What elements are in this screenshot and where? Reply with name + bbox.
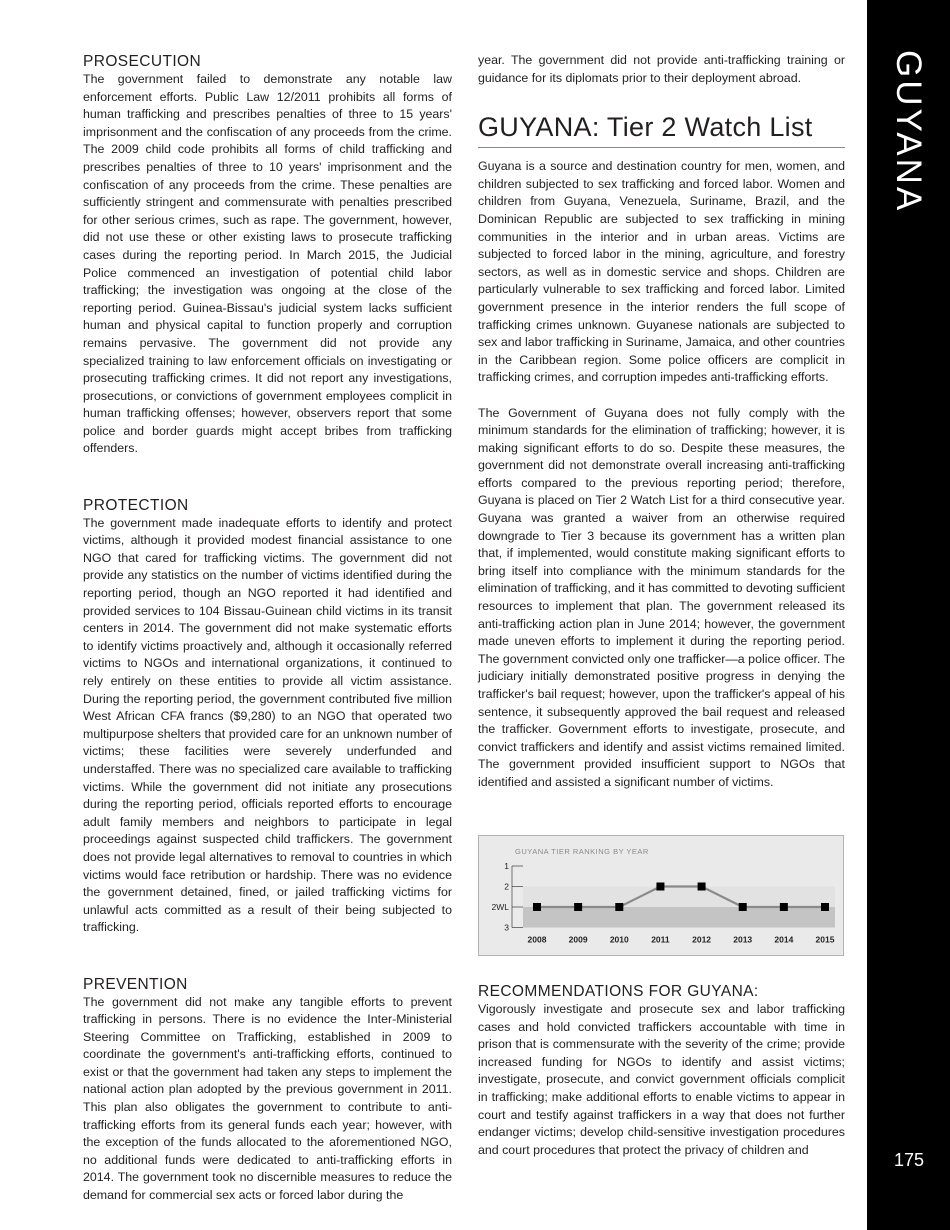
tier-point-2009 <box>574 903 582 911</box>
recommendations-text: Vigorously investigate and prosecute sex and labor trafficking cases and hold convicted traffickers accountable with time in prison that is commensurate with the severity of the crime; provide increased funding for NGOs to identify and assist victims; investigate, prosecute, and convict government officials complicit in trafficking; make additional efforts to enable victims to appear in court and testify against traffickers in a way that does not further endanger victims; develop child-sensitive investigation procedures and court procedures that protect the privacy of children and <box>478 1002 845 1157</box>
country-overview-paragraph: Guyana is a source and destination country for men, women, and children subjected to sex trafficking and forced labor. Women and children from Guyana, Venezuela, Suriname, Brazil, and the Dominican Republic are subjected to sex trafficking in mining communities in the interior and in urban areas. Victims are subjected to forced labor in the mining, agriculture, and forestry sectors, as well as in domestic service and shops. Children are particularly vulnerable to sex trafficking and forced labor. Limited government presence in the interior renders the full scope of trafficking crimes unknown. Guyanese nationals are subjected to sex and labor trafficking in Suriname, Jamaica, and other countries in the Caribbean region. Some police officers are complicit in trafficking crimes, and corruption impedes anti-trafficking efforts. <box>478 159 845 385</box>
prosecution-heading: PROSECUTION <box>83 53 202 70</box>
tier-ranking-chart <box>478 835 844 956</box>
x-tick-label: 2010 <box>609 934 629 945</box>
tier-point-2015 <box>821 903 829 911</box>
y-tick-label: 2 <box>504 881 509 892</box>
band-tier-2 <box>523 887 835 908</box>
country-assessment-paragraph: The Government of Guyana does not fully comply with the minimum standards for the elimination of trafficking; however, it is making significant efforts to do so. Despite these measures, the government did not demonstrate overall increasing anti-trafficking efforts compared to the previous reporting period; therefore, Guyana is placed on Tier 2 Watch List for a third consecutive year. Guyana was granted a waiver from an otherwise required downgrade to Tier 3 because its government has a written plan that, if implemented, would constitute making significant efforts to bring itself into compliance with the minimum standards for the elimination of trafficking, and it has committed to devoting sufficient resources to implement that plan. The government released its anti-trafficking action plan in June 2014; however, the government made uneven efforts to implement it during the reporting period. The government convicted only one trafficker—a police officer. The judiciary initially demonstrated positive progress in denying the trafficker's bail request; however, upon the trafficker's appeal of his sentence, it subsequently approved the bail request and released the trafficker. Government efforts to investigate, prosecute, and convict traffickers and identify and assist victims remained limited. The government provided insufficient support to NGOs that identified and assisted a significant number of victims. <box>478 405 845 789</box>
recommendations-heading: RECOMMENDATIONS FOR GUYANA: <box>478 983 759 1000</box>
sidebar-country-name: GUYANA <box>889 50 928 214</box>
protection-text: The government made inadequate efforts to identify and protect victims, although it provided modest financial assistance to one NGO that cared for trafficking victims. The government did not provide any statistics on the number of victims identified during the reporting period, though an NGO reported it had identified and provided services to 104 Bissau-Guinean child victims in its transit centers in 2014. The government did not make systematic efforts to identify victims proactively and, although it occasionally referred victims to NGOs and international organizations, it continued to rely entirely on these entities to provide all victim assistance. During the reporting period, the government contributed five million West African CFA francs ($9,280) to an NGO that operated two multipurpose shelters that provided care for an unknown number of victims; these facilities were severely underfunded and understaffed. There was no specialized care available to trafficking victims. While the government did not initiate any prosecutions during the reporting period, officials reported efforts to encourage adult family members and neighbors to participate in legal proceedings against suspected child traffickers. The government does not provide legal alternatives to removal to countries in which victims would face retribution or hardship. There was no evidence the government detained, fined, or jailed trafficking victims for unlawful acts committed as a result of their being subjected to trafficking. <box>83 515 452 935</box>
tier-point-2008 <box>533 903 541 911</box>
y-tick-label: 3 <box>504 922 509 933</box>
recommendations-section <box>478 982 845 1177</box>
prevention-heading: PREVENTION <box>83 975 188 993</box>
x-tick-label: 2009 <box>568 934 588 945</box>
tier-point-2011 <box>656 883 664 891</box>
continuation-text: year. The government did not provide anti-trafficking training or guidance for its diplomats prior to their deployment abroad. <box>478 53 845 85</box>
tier-point-2013 <box>739 903 747 911</box>
chart-title: GUYANA TIER RANKING BY YEAR <box>515 847 649 856</box>
left-column <box>83 52 452 1222</box>
x-tick-label: 2014 <box>774 934 794 945</box>
page-number: 175 <box>893 1150 925 1170</box>
prosecution-text: The government failed to demonstrate any notable law enforcement efforts. Public Law 12/2011 prohibits all forms of human trafficking and prescribes penalties of three to 15 years' imprisonment and the confiscation of any proceeds from the crime. The 2009 child code prohibits all forms of child trafficking and prescribes penalties of three to 10 years' imprisonment and the confiscation of any proceeds from the crime. These penalties are sufficiently stringent and commensurate with penalties prescribed for other serious crimes, such as rape. The government, however, did not use these or other existing laws to prosecute trafficking cases during the reporting period. In March 2015, the Judicial Police commenced an investigation of potential child labor trafficking; the investigation was ongoing at the close of the reporting period. Guinea-Bissau's judicial system lacks sufficient human and physical capital to function properly and corruption remains pervasive. The government did not provide any specialized training to law enforcement officials on investigating or prosecuting trafficking crimes. It did not report any investigations, prosecutions, or convictions of government employees complicit in human trafficking offenses; however, observers report that some police and border guards might accept bribes from trafficking offenders. <box>83 72 452 456</box>
x-tick-label: 2013 <box>733 934 753 945</box>
x-tick-label: 2015 <box>815 934 835 945</box>
y-tick-label: 1 <box>504 861 509 871</box>
y-tick-label: 2WL <box>491 902 509 912</box>
x-tick-label: 2008 <box>527 934 547 945</box>
tier-point-2010 <box>615 903 623 911</box>
band-tier-2wl <box>523 907 835 928</box>
tier-ranking-chart-svg <box>479 836 845 957</box>
prevention-text: The government did not make any tangible efforts to prevent trafficking in persons. There is no evidence the Inter-Ministerial Steering Committee on Trafficking, established in 2009 to coordinate the government's anti-trafficking efforts, continued to exist or that the government had taken any steps to implement the national action plan adopted by the previous government in 2011. This plan also obligates the government to contribute to anti-trafficking efforts from its general funds each year; however, with the exception of the funds allocated to the aforementioned NGO, no additional funds were dedicated to anti-trafficking efforts in 2014. The government took no discernible measures to reduce the demand for commercial sex acts or forced labor during the <box>83 994 452 1203</box>
tier-point-2012 <box>698 883 706 891</box>
right-column <box>478 52 845 809</box>
protection-heading: PROTECTION <box>83 496 189 514</box>
x-tick-label: 2011 <box>651 934 670 945</box>
x-tick-label: 2012 <box>692 934 712 945</box>
tier-point-2014 <box>780 903 788 911</box>
country-title: GUYANA: Tier 2 Watch List <box>478 109 845 148</box>
